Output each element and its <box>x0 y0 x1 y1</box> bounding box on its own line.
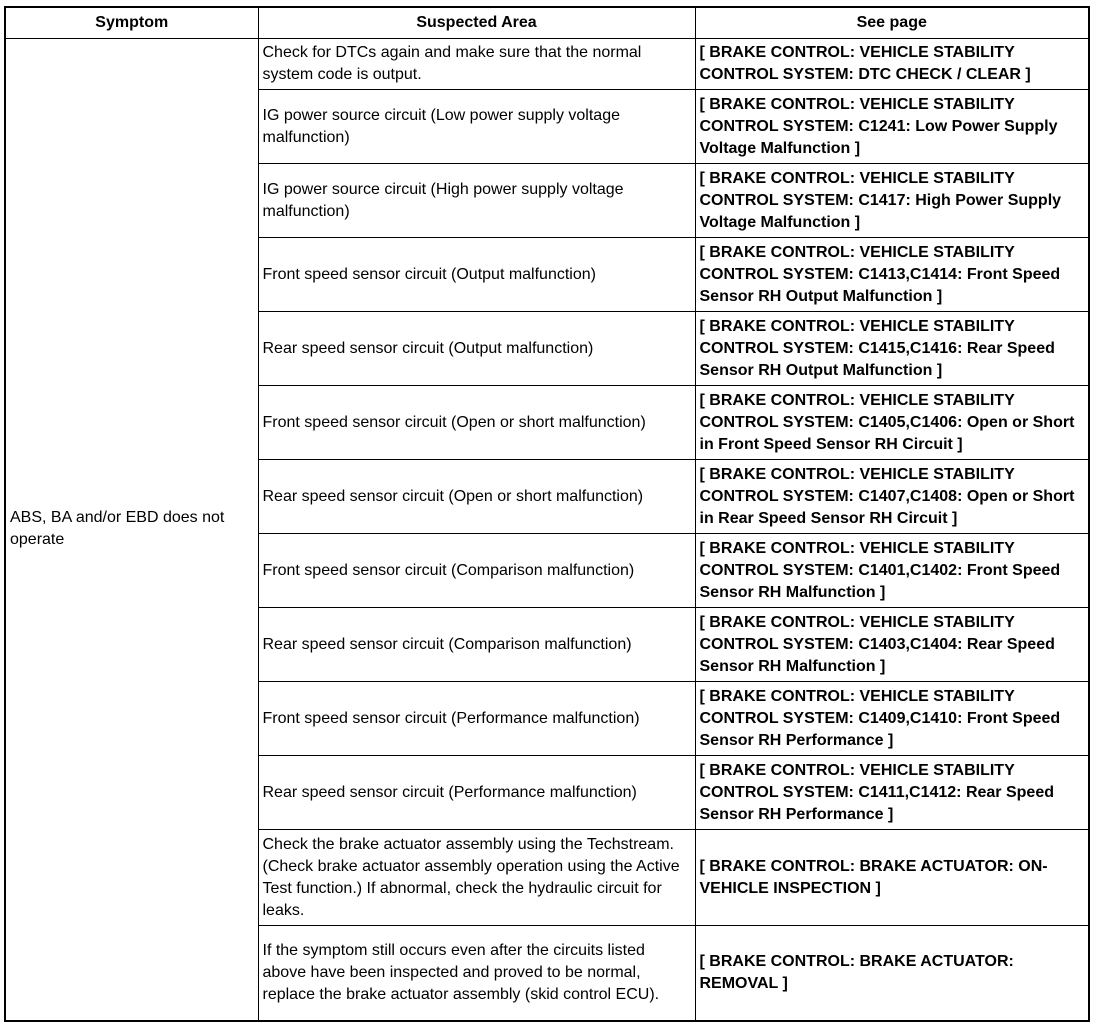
symptom-cell: ABS, BA and/or EBD does not operate <box>5 39 258 1021</box>
suspected-area-cell: Front speed sensor circuit (Performance malfunction) <box>258 682 695 756</box>
header-row <box>5 7 1089 39</box>
suspected-area-cell: Front speed sensor circuit (Output malfunction) <box>258 238 695 312</box>
suspected-area-cell: IG power source circuit (High power supply voltage malfunction) <box>258 164 695 238</box>
suspected-area-cell: IG power source circuit (Low power supply voltage malfunction) <box>258 90 695 164</box>
suspected-area-cell: Front speed sensor circuit (Open or short malfunction) <box>258 386 695 460</box>
see-page-link[interactable]: [ BRAKE CONTROL: BRAKE ACTUATOR: REMOVAL ] <box>695 926 1089 1021</box>
header-symptom: Symptom <box>5 7 258 39</box>
see-page-link[interactable]: [ BRAKE CONTROL: VEHICLE STABILITY CONTROL SYSTEM: C1241: Low Power Supply Voltage Malfunction ] <box>695 90 1089 164</box>
see-page-link[interactable]: [ BRAKE CONTROL: VEHICLE STABILITY CONTROL SYSTEM: C1403,C1404: Rear Speed Sensor RH Malfunction ] <box>695 608 1089 682</box>
suspected-area-cell: Front speed sensor circuit (Comparison malfunction) <box>258 534 695 608</box>
see-page-link[interactable]: [ BRAKE CONTROL: VEHICLE STABILITY CONTROL SYSTEM: C1413,C1414: Front Speed Sensor RH Output Malfunction ] <box>695 238 1089 312</box>
header-see-page: See page <box>695 7 1089 39</box>
symptom-table <box>4 6 1090 1022</box>
see-page-link[interactable]: [ BRAKE CONTROL: VEHICLE STABILITY CONTROL SYSTEM: C1405,C1406: Open or Short in Front Speed Sensor RH Circuit ] <box>695 386 1089 460</box>
troubleshooting-sheet <box>4 6 1088 1022</box>
table-row <box>5 39 1089 90</box>
suspected-area-cell: Check the brake actuator assembly using the Techstream. (Check brake actuator assembly operation using the Active Test function.) If abnormal, check the hydraulic circuit for leaks. <box>258 830 695 926</box>
see-page-link[interactable]: [ BRAKE CONTROL: VEHICLE STABILITY CONTROL SYSTEM: C1401,C1402: Front Speed Sensor RH Malfunction ] <box>695 534 1089 608</box>
see-page-link[interactable]: [ BRAKE CONTROL: VEHICLE STABILITY CONTROL SYSTEM: C1417: High Power Supply Voltage Malfunction ] <box>695 164 1089 238</box>
see-page-link[interactable]: [ BRAKE CONTROL: VEHICLE STABILITY CONTROL SYSTEM: C1411,C1412: Rear Speed Sensor RH Performance ] <box>695 756 1089 830</box>
suspected-area-cell: Rear speed sensor circuit (Comparison malfunction) <box>258 608 695 682</box>
suspected-area-cell: If the symptom still occurs even after the circuits listed above have been inspected and proved to be normal, replace the brake actuator assembly (skid control ECU). <box>258 926 695 1021</box>
see-page-link[interactable]: [ BRAKE CONTROL: VEHICLE STABILITY CONTROL SYSTEM: C1407,C1408: Open or Short in Rear Speed Sensor RH Circuit ] <box>695 460 1089 534</box>
suspected-area-cell: Check for DTCs again and make sure that the normal system code is output. <box>258 39 695 90</box>
see-page-link[interactable]: [ BRAKE CONTROL: VEHICLE STABILITY CONTROL SYSTEM: C1409,C1410: Front Speed Sensor RH Performance ] <box>695 682 1089 756</box>
see-page-link[interactable]: [ BRAKE CONTROL: VEHICLE STABILITY CONTROL SYSTEM: C1415,C1416: Rear Speed Sensor RH Output Malfunction ] <box>695 312 1089 386</box>
suspected-area-cell: Rear speed sensor circuit (Performance malfunction) <box>258 756 695 830</box>
header-suspected-area: Suspected Area <box>258 7 695 39</box>
see-page-link[interactable]: [ BRAKE CONTROL: BRAKE ACTUATOR: ON-VEHICLE INSPECTION ] <box>695 830 1089 926</box>
suspected-area-cell: Rear speed sensor circuit (Output malfunction) <box>258 312 695 386</box>
see-page-link[interactable]: [ BRAKE CONTROL: VEHICLE STABILITY CONTROL SYSTEM: DTC CHECK / CLEAR ] <box>695 39 1089 90</box>
suspected-area-cell: Rear speed sensor circuit (Open or short malfunction) <box>258 460 695 534</box>
